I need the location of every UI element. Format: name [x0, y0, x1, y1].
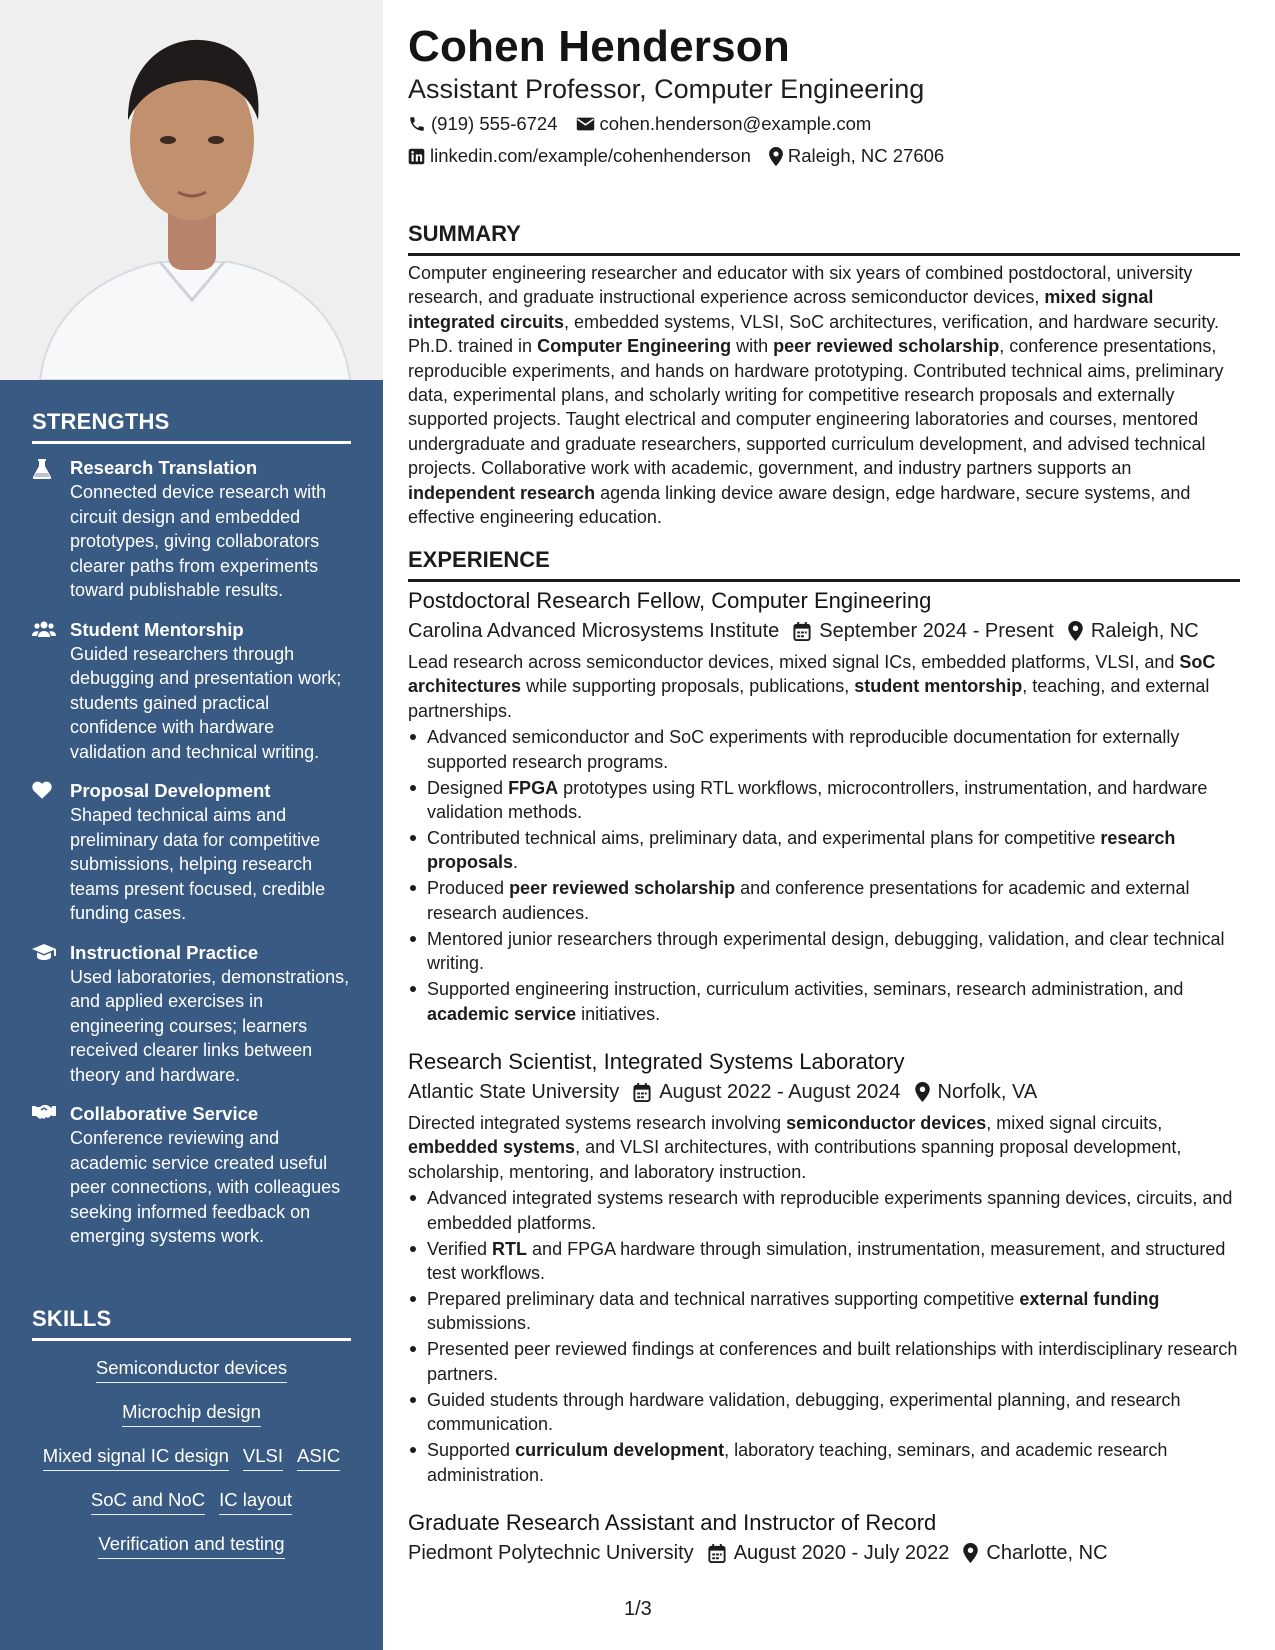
job-location	[1068, 616, 1199, 646]
emphasis-text: student mentorship	[854, 676, 1023, 697]
emphasis-text: external funding	[1019, 1289, 1160, 1310]
job-organization: Piedmont Polytechnic University	[408, 1542, 694, 1564]
candidate-name: Cohen Henderson	[408, 22, 790, 71]
skill-tag: ASIC	[297, 1443, 340, 1471]
experience-heading: EXPERIENCE	[408, 547, 1240, 582]
sidebar	[0, 0, 383, 1650]
bullet-item	[408, 1438, 1240, 1487]
text-segment: initiatives.	[576, 1003, 661, 1024]
text-segment: Lead research across semiconductor devices, mixed signal ICs, embedded platforms, VLSI, and	[408, 652, 1180, 672]
email-text: cohen.henderson@example.com	[599, 113, 872, 134]
phone-icon	[408, 115, 426, 133]
bullet-item	[408, 776, 1240, 825]
emphasis-text: Computer Engineering	[537, 336, 732, 357]
bullet-item	[408, 826, 1240, 875]
job-dates-text: August 2020 - July 2022	[733, 1542, 950, 1564]
strength-title: Collaborative Service	[70, 1103, 259, 1124]
job-entry	[408, 1508, 1240, 1572]
skill-tag: Semiconductor devices	[96, 1355, 287, 1383]
calendar-icon	[708, 1544, 726, 1563]
skills-section	[32, 1306, 351, 1575]
skill-row	[32, 1443, 351, 1473]
bullet-item	[408, 1186, 1240, 1235]
emphasis-text: semiconductor devices	[786, 1113, 987, 1133]
text-segment: Presented peer reviewed findings at conferences and built relationships with interdisciplinary research partners.	[427, 1339, 1238, 1384]
job-location-text: Norfolk, VA	[937, 1081, 1038, 1103]
bullet-item	[408, 1287, 1240, 1336]
summary-heading: SUMMARY	[408, 221, 1240, 256]
text-segment: Computer engineering researcher and educator with six years of combined postdoctoral, university research, and graduate instructional experience across semiconductor devices,	[408, 263, 1193, 308]
job-meta	[408, 1538, 1240, 1568]
job-location	[915, 1077, 1038, 1107]
emphasis-text: academic service	[427, 1003, 577, 1024]
strength-text	[70, 1102, 351, 1249]
job-title: Postdoctoral Research Fellow, Computer Engineering	[408, 588, 932, 613]
email-contact[interactable]	[576, 113, 872, 135]
text-segment: Produced	[427, 878, 510, 899]
skill-row	[32, 1531, 351, 1561]
emphasis-text: research proposals	[427, 828, 1176, 873]
text-segment: , teaching, and external partnerships.	[408, 676, 1210, 721]
emphasis-text: mixed signal integrated circuits	[408, 287, 1154, 332]
bullet-item	[408, 927, 1240, 976]
strength-text	[70, 941, 351, 1088]
linkedin-contact[interactable]	[408, 145, 751, 167]
strength-item	[32, 941, 351, 1088]
summary-text	[408, 261, 1240, 529]
job-dates	[633, 1077, 900, 1107]
emphasis-text: RTL	[492, 1238, 528, 1259]
heart-icon	[32, 779, 70, 926]
job-title: Graduate Research Assistant and Instructor of Record	[408, 1510, 937, 1535]
text-segment: Advanced integrated systems research with reproducible experiments spanning devices, circuits, and embedded platforms.	[427, 1188, 1233, 1233]
skill-tag: VLSI	[243, 1443, 283, 1471]
strength-description: Used laboratories, demonstrations, and applied exercises in engineering courses; learners received clearer links between theory and hardware.	[70, 966, 350, 1085]
linkedin-icon	[408, 148, 425, 165]
bullet-item	[408, 1337, 1240, 1386]
bullet-item	[408, 1237, 1240, 1286]
job-location	[963, 1538, 1107, 1568]
graduation-cap-icon	[32, 941, 70, 1088]
flask-icon	[32, 456, 70, 603]
bullet-item	[408, 977, 1240, 1026]
strength-title: Proposal Development	[70, 780, 271, 801]
job-meta	[408, 616, 1240, 646]
job-bullets	[408, 725, 1240, 1026]
job-location-text: Raleigh, NC	[1090, 620, 1199, 642]
strength-description: Guided researchers through debugging and presentation work; students gained practical confidence with hardware validation and technical writing.	[70, 643, 342, 762]
text-segment: and FPGA hardware through simulation, instrumentation, measurement, and structured test workflows.	[427, 1238, 1226, 1284]
strength-item	[32, 779, 351, 926]
text-segment: prototypes using RTL workflows, microcontrollers, instrumentation, and hardware validation methods.	[427, 777, 1208, 823]
text-segment: .	[513, 852, 519, 873]
map-pin-icon	[1068, 621, 1083, 641]
strength-text	[70, 456, 351, 603]
candidate-title: Assistant Professor, Computer Engineering	[408, 74, 925, 104]
job-dates-text: September 2024 - Present	[819, 620, 1054, 642]
envelope-icon	[576, 116, 595, 132]
map-pin-icon	[963, 1543, 978, 1563]
bullet-item	[408, 1388, 1240, 1437]
users-icon	[32, 618, 70, 765]
strength-title: Instructional Practice	[70, 941, 259, 963]
text-segment: , mixed signal circuits,	[986, 1113, 1163, 1133]
job-meta	[408, 1077, 1240, 1107]
job-location-text: Charlotte, NC	[986, 1542, 1108, 1564]
text-segment: Mentored junior researchers through experimental design, debugging, validation, and clear technical writing.	[427, 928, 1225, 974]
job-dates	[708, 1538, 950, 1568]
strength-text	[70, 779, 351, 926]
phone-text: (919) 555-6724	[431, 113, 558, 134]
page-number: 1/3	[624, 1598, 652, 1620]
text-segment: , and VLSI architectures, with contributions spanning proposal development, scholarship, mentoring, and laboratory instruction.	[408, 1137, 1182, 1182]
text-segment: , conference presentations, reproducible experiments, and hands on hardware prototyping. Contributed technical aims, preliminary data, experimental plans, and scholarly writing for competitive research proposals and externally supported projects. Taught electrical and computer engineering laboratories and courses, mentored undergraduate and graduate researchers, supported curriculum development, and advised technical projects. Collaborative work with academic, government, and industry partners supports an	[408, 336, 1224, 479]
skills-heading: SKILLS	[32, 1306, 351, 1341]
text-segment: , laboratory teaching, seminars, and academic research administration.	[427, 1440, 1168, 1485]
text-segment: , embedded systems, VLSI, SoC architectures, verification, and hardware security. Ph.D. trained in	[408, 311, 1220, 357]
skill-tag: SoC and NoC	[91, 1487, 205, 1515]
strength-description: Connected device research with circuit design and embedded prototypes, giving collaborators clearer paths from experiments toward publishable results.	[70, 482, 327, 600]
job-entry	[408, 586, 1240, 1028]
skill-row	[32, 1399, 351, 1429]
text-segment: Prepared preliminary data and technical narratives supporting competitive	[427, 1289, 1020, 1310]
map-pin-icon	[915, 1082, 930, 1102]
job-organization: Carolina Advanced Microsystems Institute	[408, 620, 780, 642]
strengths-heading: STRENGTHS	[32, 409, 351, 444]
text-segment: and conference presentations for academic and external research audiences.	[427, 878, 1190, 923]
location-contact	[769, 145, 944, 167]
emphasis-text: embedded systems	[408, 1137, 576, 1158]
strength-title: Research Translation	[70, 457, 258, 478]
strength-item	[32, 618, 351, 765]
text-segment: submissions.	[427, 1313, 532, 1334]
text-segment: agenda linking device aware design, edge hardware, secure systems, and effective engineering education.	[408, 482, 1191, 528]
skill-tag: Verification and testing	[98, 1531, 284, 1559]
bullet-item	[408, 876, 1240, 925]
emphasis-text: FPGA	[508, 777, 559, 798]
job-bullets	[408, 1186, 1240, 1487]
calendar-icon	[633, 1083, 651, 1102]
text-segment: while supporting proposals, publications,	[521, 676, 855, 697]
job-description	[408, 650, 1240, 723]
strength-item	[32, 456, 351, 603]
contact-row-1	[408, 113, 889, 135]
text-segment: Guided students through hardware validation, debugging, experimental planning, and research communication.	[427, 1389, 1181, 1435]
text-segment: Advanced semiconductor and SoC experiments with reproducible documentation for externally supported research programs.	[427, 727, 1180, 772]
strength-description: Shaped technical aims and preliminary data for competitive submissions, helping research teams present focused, credible funding cases.	[70, 805, 326, 923]
strength-title: Student Mentorship	[70, 618, 244, 640]
text-segment: Directed integrated systems research involving	[408, 1113, 787, 1133]
emphasis-text: peer reviewed scholarship	[509, 878, 736, 899]
emphasis-text: SoC architectures	[408, 652, 1216, 697]
job-entry	[408, 1047, 1240, 1489]
skill-row	[32, 1355, 351, 1385]
location-text: Raleigh, NC 27606	[787, 145, 945, 166]
skill-row	[32, 1487, 351, 1517]
profile-photo	[0, 0, 383, 380]
text-segment: Designed	[427, 777, 509, 798]
skill-tag: IC layout	[219, 1487, 292, 1515]
strength-description: Conference reviewing and academic service created useful peer connections, with colleagues seeking informed feedback on emerging systems work.	[70, 1128, 341, 1246]
linkedin-text: linkedin.com/example/cohenhenderson	[430, 145, 751, 166]
job-organization: Atlantic State University	[408, 1081, 620, 1103]
text-segment: Verified	[427, 1238, 493, 1259]
skill-tag: Microchip design	[122, 1399, 261, 1427]
emphasis-text: independent research	[408, 482, 596, 503]
text-segment: Supported engineering instruction, curriculum activities, seminars, research administration, and	[427, 979, 1184, 1000]
contact-row-2	[408, 145, 962, 167]
bullet-item	[408, 725, 1240, 774]
map-pin-icon	[769, 147, 783, 166]
text-segment: Contributed technical aims, preliminary data, and experimental plans for competitive	[427, 828, 1101, 849]
text-segment: Supported	[427, 1440, 516, 1461]
phone-contact	[408, 113, 558, 135]
job-title: Research Scientist, Integrated Systems Laboratory	[408, 1049, 905, 1074]
handshake-icon	[32, 1102, 70, 1249]
calendar-icon	[793, 622, 811, 641]
text-segment: with	[731, 336, 774, 357]
strengths-section	[32, 409, 351, 1264]
job-dates	[793, 616, 1054, 646]
job-dates-text: August 2022 - August 2024	[659, 1081, 901, 1103]
strength-item	[32, 1102, 351, 1249]
emphasis-text: curriculum development	[515, 1440, 725, 1461]
strength-text	[70, 618, 351, 765]
job-description	[408, 1111, 1240, 1184]
emphasis-text: peer reviewed scholarship	[773, 336, 1000, 357]
skill-tag: Mixed signal IC design	[43, 1443, 229, 1471]
